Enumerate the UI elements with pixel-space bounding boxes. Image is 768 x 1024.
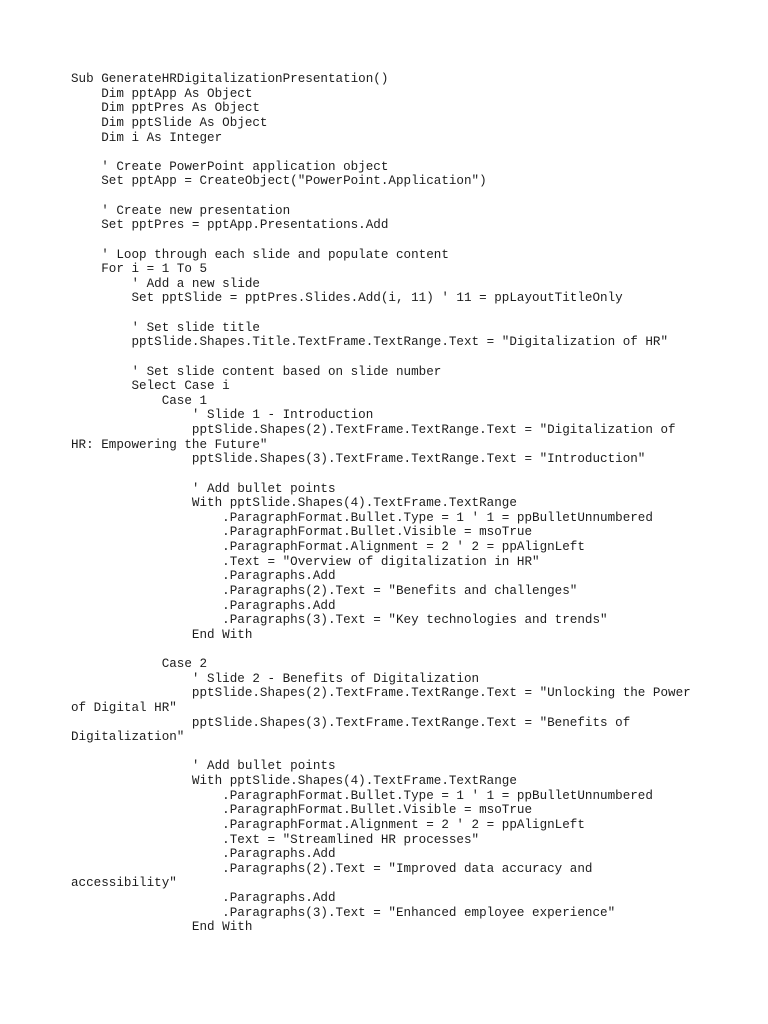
code-line: .Paragraphs(2).Text = "Benefits and challenges" [71, 583, 578, 598]
code-line: ' Add bullet points [71, 481, 336, 496]
code-line: pptSlide.Shapes(2).TextFrame.TextRange.Text = "Digitalization of [71, 423, 676, 437]
code-line: Case 1 [71, 393, 208, 408]
code-line: .Text = "Streamlined HR processes" [71, 832, 480, 847]
code-line [71, 233, 731, 248]
code-line: .Paragraphs(3).Text = "Enhanced employee experience" [71, 905, 616, 920]
code-line: HR: Empowering the Future" [71, 437, 268, 452]
code-line: ' Slide 1 - Introduction [71, 408, 374, 423]
code-line: ' Add a new slide [71, 276, 260, 291]
code-line: .ParagraphFormat.Bullet.Type = 1 ' 1 = ppBulletUnnumbered [71, 788, 653, 803]
code-line: ' Set slide content based on slide number [71, 364, 442, 379]
code-line: Dim pptSlide As Object [71, 115, 268, 130]
code-line: .Paragraphs.Add [71, 891, 336, 905]
code-line: Sub GenerateHRDigitalizationPresentation() [71, 72, 389, 86]
code-line [71, 145, 731, 160]
code-line [71, 467, 731, 482]
code-line: ' Set slide title [71, 320, 260, 335]
code-line: .Paragraphs.Add [71, 569, 336, 584]
code-line: .Paragraphs(2).Text = "Improved data accuracy and [71, 861, 593, 876]
vba-code-block [71, 72, 731, 935]
code-line: accessibility" [71, 876, 177, 891]
code-line [71, 350, 731, 365]
code-line: of Digital HR" [71, 700, 177, 715]
code-line: pptSlide.Shapes.Title.TextFrame.TextRange.Text = "Digitalization of HR" [71, 335, 669, 350]
code-line: End With [71, 920, 253, 935]
code-line: For i = 1 To 5 [71, 262, 208, 277]
code-line: With pptSlide.Shapes(4).TextFrame.TextRange [71, 496, 517, 511]
code-line: Dim i As Integer [71, 130, 223, 145]
code-line: Select Case i [71, 379, 230, 394]
code-line: .Text = "Overview of digitalization in HR" [71, 554, 540, 569]
code-line: With pptSlide.Shapes(4).TextFrame.TextRange [71, 774, 517, 788]
code-line [71, 642, 731, 657]
code-line: ' Slide 2 - Benefits of Digitalization [71, 671, 480, 686]
code-line [71, 189, 731, 204]
code-line: Dim pptApp As Object [71, 86, 253, 101]
code-line: Digitalization" [71, 730, 185, 745]
code-line: .ParagraphFormat.Bullet.Type = 1 ' 1 = ppBulletUnnumbered [71, 510, 653, 525]
code-line: .ParagraphFormat.Alignment = 2 ' 2 = ppAlignLeft [71, 817, 585, 832]
code-line: ' Add bullet points [71, 759, 336, 774]
code-line: End With [71, 627, 253, 642]
code-line [71, 306, 731, 321]
code-line [71, 745, 731, 760]
code-line: Dim pptPres As Object [71, 101, 260, 116]
code-line: .ParagraphFormat.Alignment = 2 ' 2 = ppAlignLeft [71, 540, 585, 554]
code-line: Set pptSlide = pptPres.Slides.Add(i, 11) ' 11 = ppLayoutTitleOnly [71, 291, 623, 306]
code-line: ' Create new presentation [71, 203, 291, 218]
code-line: .ParagraphFormat.Bullet.Visible = msoTrue [71, 525, 533, 540]
code-line: .Paragraphs.Add [71, 847, 336, 862]
code-line: Case 2 [71, 657, 208, 671]
code-line: pptSlide.Shapes(2).TextFrame.TextRange.Text = "Unlocking the Power [71, 686, 691, 701]
code-line: .Paragraphs(3).Text = "Key technologies and trends" [71, 613, 608, 628]
code-line: Set pptApp = CreateObject("PowerPoint.Application") [71, 174, 487, 189]
code-line: pptSlide.Shapes(3).TextFrame.TextRange.Text = "Benefits of [71, 715, 631, 730]
code-line: ' Create PowerPoint application object [71, 159, 389, 174]
code-line: Set pptPres = pptApp.Presentations.Add [71, 218, 389, 233]
code-line: ' Loop through each slide and populate content [71, 247, 449, 262]
code-line: .ParagraphFormat.Bullet.Visible = msoTrue [71, 803, 533, 818]
code-line: pptSlide.Shapes(3).TextFrame.TextRange.Text = "Introduction" [71, 452, 646, 467]
code-line: .Paragraphs.Add [71, 598, 336, 613]
